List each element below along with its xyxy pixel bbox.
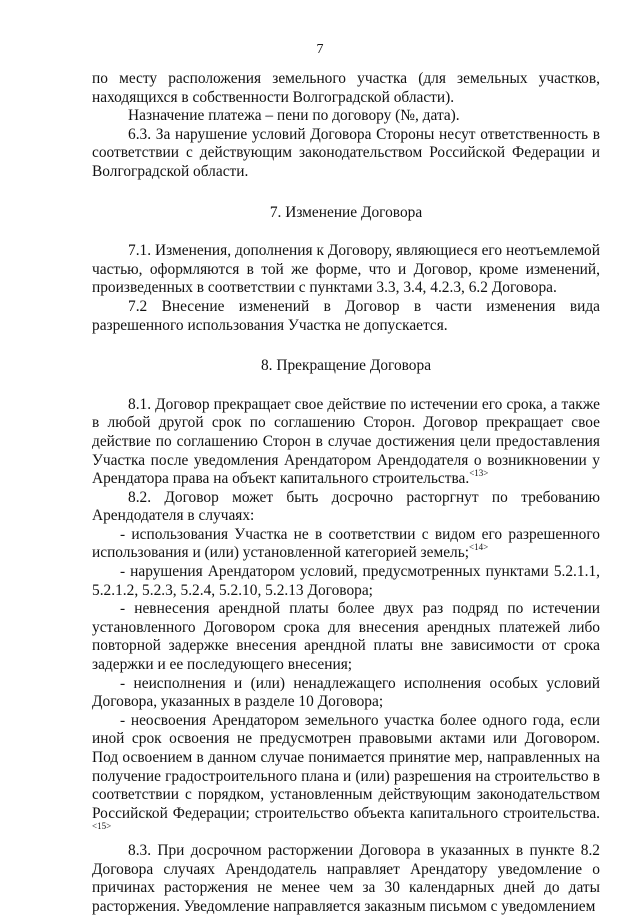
paragraph: по месту расположения земельного участка (для земельных участков, находящихся в собственности Волгоградской области). — [92, 70, 600, 106]
list-item: - неисполнения и (или) ненадлежащего исполнения особых условий Договора, указанных в разделе 10 Договора; — [92, 674, 600, 711]
list-item — [92, 526, 600, 563]
paragraph-8-1 — [92, 396, 600, 489]
section-heading-7: 7. Изменение Договора — [269, 203, 423, 221]
document-body — [92, 70, 600, 916]
page-number: 7 — [316, 42, 324, 57]
list-item-text: - использования Участка не в соответствии с видом его разрешенного использования и (или) установленной категорией земель; — [92, 525, 600, 562]
list-item-text: - неосвоения Арендатором земельного участка более одного года, если иной срок освоения не предусмотрен правовыми актами или Договором. Под освоением в данном случае понимается принятие мер, направленных на получение градостроительного плана и (или) разрешения на строительство в соответствии с порядком, установленным действующим законодательством Российской Федерации; строительство объекта капитального строительства. — [92, 711, 600, 822]
paragraph-8-2: 8.2. Договор может быть досрочно расторгнут по требованию Арендодателя в случаях: — [92, 488, 600, 525]
section-heading-8: 8. Прекращение Договора — [260, 357, 432, 375]
paragraph-7-2: 7.2 Внесение изменений в Договор в части изменения вида разрешенного использования Участка не допускается. — [92, 297, 600, 334]
footnote-ref: <13> — [469, 468, 489, 479]
paragraph-text: 8.1. Договор прекращает свое действие по истечении его срока, а также в любой другой срок по соглашению Сторон. Договор прекращает свое действие по соглашению Сторон в случае достижения цели предоставления Участка после уведомления Арендатором Арендодателя о возникновении у Арендатора права на объект капитального строительства. — [92, 395, 600, 488]
footnote-ref: <14> — [469, 542, 489, 553]
paragraph-8-3: 8.3. При досрочном расторжении Договора в указанных в пункте 8.2 Договора случаях Арендодатель направляет Арендатору уведомление о причинах расторжения не менее чем за 30 календарных дней до даты расторжения. Уведомление направляется заказным письмом с уведомлением — [92, 841, 600, 915]
paragraph: Назначение платежа – пени по договору (№, дата). — [128, 107, 460, 125]
list-item — [92, 712, 600, 842]
list-item: - невнесения арендной платы более двух раз подряд по истечении установленного Договором срока для внесения арендных платежей либо повторной задержке внесения арендной платы вне зависимости от срока задержки и ее последующего внесения; — [92, 600, 600, 674]
list-item: - нарушения Арендатором условий, предусмотренных пунктами 5.2.1.1, 5.2.1.2, 5.2.3, 5.2.4, 5.2.10, 5.2.13 Договора; — [92, 563, 600, 599]
paragraph-6-3: 6.3. За нарушение условий Договора Стороны несут ответственность в соответствии с действующим законодательством Российской Федерации и Волгоградской области. — [92, 125, 600, 180]
footnote-ref: <15> — [92, 821, 112, 832]
paragraph-7-1: 7.1. Изменения, дополнения к Договору, являющиеся его неотъемлемой частью, оформляются в той же форме, что и Договор, кроме изменений, произведенных в соответствии с пунктами 3.3, 3.4, 4.2.3, 6.2 Договора. — [92, 242, 600, 297]
